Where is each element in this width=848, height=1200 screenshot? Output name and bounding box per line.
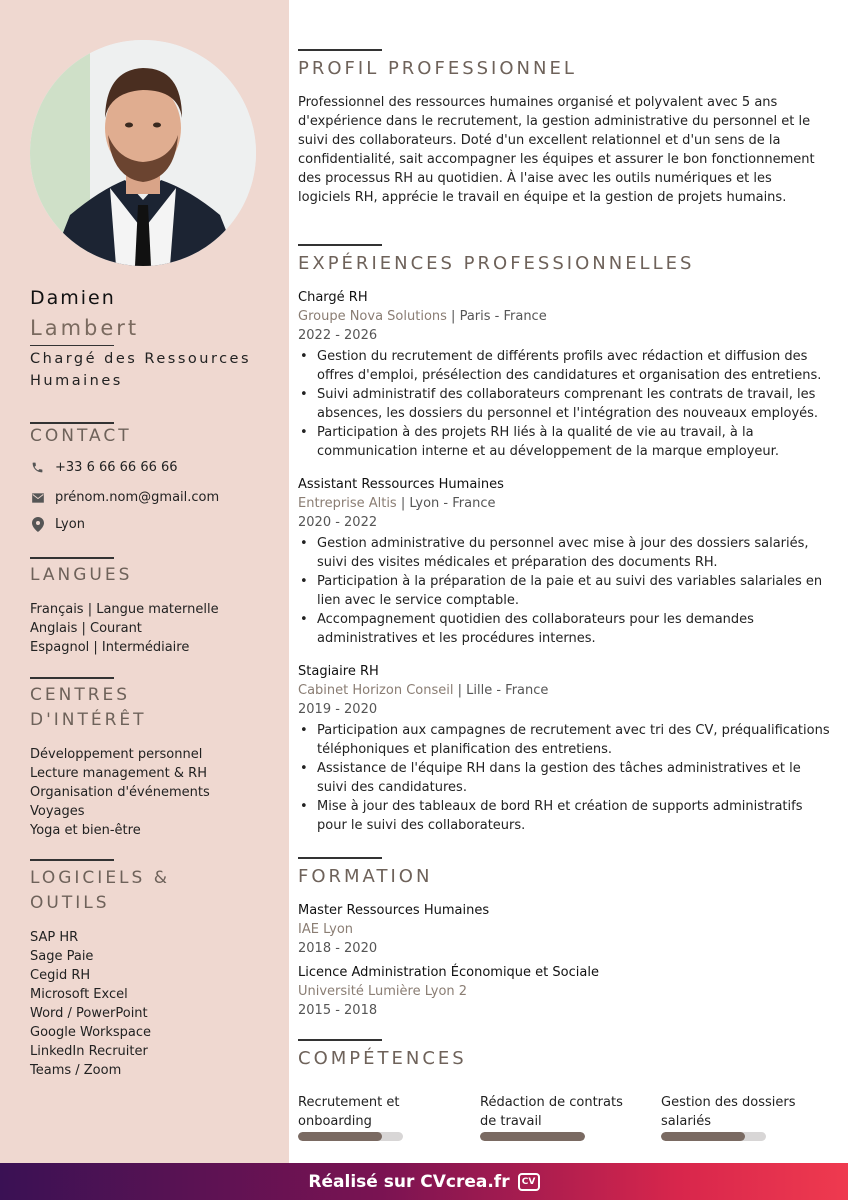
interests-divider [30, 677, 114, 679]
job-entry-title: Assistant Ressources Humaines [298, 477, 504, 492]
job-entry-title: Chargé RH [298, 290, 368, 305]
contact-phone [30, 460, 178, 475]
email-text: prénom.nom@gmail.com [55, 490, 220, 505]
sidebar [0, 0, 289, 1163]
footer-banner[interactable] [0, 1163, 848, 1200]
job-entry-bullets [298, 347, 833, 461]
bullet-item: • Gestion du recrutement de différents profils avec rédaction et diffusion des offres d'emploi, présélection des candidatures et organisation des entretiens. [298, 347, 833, 385]
job-entry-dates: 2020 - 2022 [298, 515, 378, 530]
list-item: Espagnol | Intermédiaire [30, 640, 190, 655]
interests-list [30, 745, 280, 840]
list-item: Lecture management & RH [30, 766, 207, 781]
location-pin-icon [30, 517, 45, 532]
job-entry-company-line [298, 307, 833, 326]
job-entry-location: | Paris - France [446, 309, 547, 324]
education-entry [298, 901, 818, 958]
job-entry-company: Groupe Nova Solutions [298, 309, 447, 324]
job-entry-dates: 2019 - 2020 [298, 702, 378, 717]
job-entry [298, 475, 833, 648]
skills-heading: COMPÉTENCES [298, 1048, 467, 1069]
job-entry-company: Entreprise Altis [298, 496, 397, 511]
list-item: Organisation d'événements [30, 785, 210, 800]
education-degree: Master Ressources Humaines [298, 903, 490, 918]
education-heading: FORMATION [298, 866, 433, 887]
contact-heading: CONTACT [30, 426, 132, 446]
job-entry-bullets [298, 721, 833, 835]
phone-icon [30, 460, 45, 475]
list-item: Français | Langue maternelle [30, 602, 219, 617]
education-dates: 2015 - 2018 [298, 1003, 378, 1018]
job-entry [298, 288, 833, 461]
job-entry [298, 662, 833, 835]
list-item: Teams / Zoom [30, 1063, 122, 1078]
languages-divider [30, 557, 114, 559]
bullet-item: • Gestion administrative du personnel avec mise à jour des dossiers salariés, suivi des visites médicales et préparation des documents RH. [298, 534, 833, 572]
list-item: Cegid RH [30, 968, 91, 983]
skill-label: Recrutement et onboarding [298, 1095, 400, 1129]
languages-heading: LANGUES [30, 565, 133, 585]
profile-divider [298, 49, 382, 51]
list-item: LinkedIn Recruiter [30, 1044, 148, 1059]
list-item: Anglais | Courant [30, 621, 142, 636]
job-entry-location: | Lyon - France [396, 496, 496, 511]
bullet-item: • Suivi administratif des collaborateurs comprenant les contrats de travail, les absences, les dossiers du personnel et l'intégration des nouveaux employés. [298, 385, 833, 423]
bullet-item: • Assistance de l'équipe RH dans la gestion des tâches administratives et le suivi des candidatures. [298, 759, 833, 797]
experience-divider [298, 244, 382, 246]
job-entry-dates: 2022 - 2026 [298, 328, 378, 343]
first-name: Damien [30, 287, 116, 309]
list-item: Voyages [30, 804, 85, 819]
education-dates: 2018 - 2020 [298, 941, 378, 956]
contact-location [30, 517, 85, 532]
bullet-item: • Accompagnement quotidien des collaborateurs pour les demandes administratives et les procédures internes. [298, 610, 833, 648]
software-heading: LOGICIELS & OUTILS [30, 868, 170, 913]
job-entry-company: Cabinet Horizon Conseil [298, 683, 454, 698]
education-entry [298, 963, 818, 1020]
list-item: Sage Paie [30, 949, 94, 964]
interests-heading: CENTRES D'INTÉRÊT [30, 685, 147, 730]
skill-bar [480, 1132, 585, 1141]
skill-bar [661, 1132, 766, 1141]
profile-heading: PROFIL PROFESSIONNEL [298, 58, 577, 79]
skill-label: Rédaction de contrats de travail [480, 1095, 623, 1129]
bullet-item: • Participation aux campagnes de recrutement avec tri des CV, préqualifications téléphoniques et planification des entretiens. [298, 721, 833, 759]
software-list [30, 928, 280, 1080]
skill-bar-fill [661, 1132, 745, 1141]
list-item: Word / PowerPoint [30, 1006, 148, 1021]
job-entry-company-line [298, 494, 833, 513]
contact-email [30, 490, 219, 505]
skill-bar-fill [480, 1132, 585, 1141]
experience-heading: EXPÉRIENCES PROFESSIONNELLES [298, 253, 695, 274]
list-item: Google Workspace [30, 1025, 152, 1040]
skill-bar-fill [298, 1132, 382, 1141]
education-degree: Licence Administration Économique et Sociale [298, 965, 599, 980]
name-divider [30, 345, 114, 346]
education-school: IAE Lyon [298, 922, 354, 937]
mail-icon [30, 490, 45, 505]
list-item: Développement personnel [30, 747, 203, 762]
skill-label: Gestion des dossiers salariés [661, 1095, 796, 1129]
list-item: Microsoft Excel [30, 987, 128, 1002]
education-divider [298, 857, 382, 859]
job-entry-bullets [298, 534, 833, 648]
software-divider [30, 859, 114, 861]
footer-text: Réalisé sur CVcrea.fr [308, 1171, 510, 1192]
education-school: Université Lumière Lyon 2 [298, 984, 468, 999]
last-name: Lambert [30, 316, 140, 340]
languages-list [30, 600, 280, 657]
list-item: SAP HR [30, 930, 79, 945]
job-entry-company-line [298, 681, 833, 700]
bullet-item: • Mise à jour des tableaux de bord RH et création de supports administratifs pour le suivi des collaborateurs. [298, 797, 833, 835]
job-entry-title: Stagiaire RH [298, 664, 379, 679]
location-text: Lyon [55, 517, 85, 532]
cv-logo-icon: CV [518, 1173, 540, 1191]
skill-bar [298, 1132, 403, 1141]
job-title: Chargé des Ressources Humaines [30, 351, 252, 389]
skills-divider [298, 1039, 382, 1041]
bullet-item: • Participation à la préparation de la paie et au suivi des variables salariales en lien avec le service comptable. [298, 572, 833, 610]
list-item: Yoga et bien-être [30, 823, 141, 838]
bullet-item: • Participation à des projets RH liés à la qualité de vie au travail, à la communication interne et au développement de la marque employeur. [298, 423, 833, 461]
phone-text: +33 6 66 66 66 66 [55, 460, 178, 475]
profile-text: Professionnel des ressources humaines organisé et polyvalent avec 5 ans d'expérience dans le recrutement, la gestion administrative du personnel et le suivi des collaborateurs. Doté d'un excellent relationnel et d'un sens de la confidentialité, sait accompagner les équipes et assurer le bon fonctionnement des processus RH au quotidien. À l'aise avec les outils numériques et les logiciels RH, apprécie le travail en équipe et la gestion de projets humains. [298, 95, 815, 205]
job-entry-location: | Lille - France [453, 683, 549, 698]
profile-photo [30, 40, 256, 266]
